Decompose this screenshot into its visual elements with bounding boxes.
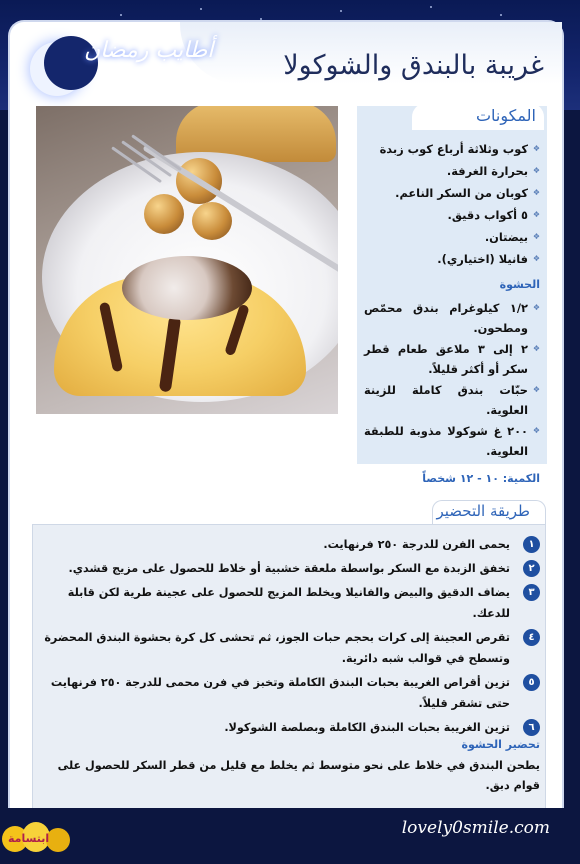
step-item bbox=[44, 717, 540, 738]
logo-bubble bbox=[46, 828, 70, 852]
filling-heading: الحشوة bbox=[499, 278, 540, 291]
step-item bbox=[44, 627, 540, 669]
ingredients-list bbox=[364, 138, 540, 248]
corner-logo bbox=[2, 820, 74, 860]
step-text: تزين أقراص الغريبة بحبات البندق الكاملة وتخبز في فرن محمى للدرجة ٢٥٠ فرنهايت حتى تشقر قليلاً. bbox=[50, 676, 510, 710]
list-item: ❖ بيضتان. bbox=[364, 226, 540, 248]
star-decoration bbox=[260, 18, 262, 20]
list-item-text: فانيلا (اختياري). bbox=[437, 252, 528, 266]
bullet-diamond-icon: ❖ bbox=[532, 254, 540, 263]
step-number-icon: ٦ bbox=[523, 719, 540, 736]
list-item: ❖ حبّات بندق كاملة للزينة العلوية. bbox=[364, 380, 540, 420]
step-text: تقرص العجينة إلى كرات بحجم حبات الجوز، ثم تحشى كل كرة بحشوة البندق المحضرة وتسطح في قوالب شبه دائرية. bbox=[44, 631, 510, 665]
list-item: ❖ ١/٢ كيلوغرام بندق محمّص ومطحون. bbox=[364, 298, 540, 338]
step-number-icon: ١ bbox=[523, 536, 540, 553]
step-item bbox=[44, 672, 540, 714]
method-heading: طريقة التحضير bbox=[436, 502, 530, 520]
list-item bbox=[364, 248, 540, 270]
filling-prep-heading: تحضير الحشوة bbox=[461, 738, 540, 751]
star-decoration bbox=[200, 8, 202, 10]
filling-prep-text: يطحن البندق في خلاط على نحو متوسط ثم يخلط مع قليل من قطر السكر للحصول على قوام دبق. bbox=[57, 759, 540, 792]
step-text: يضاف الدقيق والبيض والفانيلا ويخلط المزيج للحصول على عجينة طرية لكن قابلة للدعك. bbox=[67, 586, 510, 620]
hazelnut bbox=[192, 202, 232, 240]
star-decoration bbox=[430, 6, 432, 8]
step-item bbox=[44, 582, 540, 624]
chocolate-topping bbox=[122, 256, 252, 320]
star-decoration bbox=[120, 14, 122, 16]
step-item bbox=[44, 534, 540, 555]
step-text: تزين الغريبة بحبات البندق الكاملة وبصلصة الشوكولا. bbox=[224, 721, 510, 734]
step-text: تخفق الزبدة مع السكر بواسطة ملعقة خشبية أو خلاط للحصول على مزيج قشدي. bbox=[68, 562, 510, 575]
corner-logo-text: ابتسامة bbox=[8, 832, 50, 845]
list-item: ❖ ٢ إلى ٣ ملاعق طعام قطر سكر أو أكثر قليلاً. bbox=[364, 339, 540, 379]
step-text: يحمى الفرن للدرجة ٢٥٠ فرنهايت. bbox=[323, 538, 510, 551]
star-decoration bbox=[340, 10, 342, 12]
list-item: ❖ بحرارة الغرفة. bbox=[364, 160, 540, 182]
steps-list bbox=[44, 534, 540, 741]
recipe-title: غريبة بالبندق والشوكولا bbox=[283, 50, 544, 81]
step-number-icon: ٥ bbox=[523, 674, 540, 691]
site-url[interactable]: lovely0smile.com bbox=[401, 818, 550, 838]
list-item: ❖ كوبان من السكر الناعم. bbox=[364, 182, 540, 204]
dessert-photo bbox=[36, 106, 338, 414]
ingredients-heading: المكونات bbox=[475, 106, 536, 125]
step-number-icon: ٢ bbox=[523, 560, 540, 577]
site-logo: أطايب رمضان bbox=[84, 38, 214, 63]
step-number-icon: ٣ bbox=[523, 584, 540, 601]
step-item bbox=[44, 558, 540, 579]
servings-quantity: الكمية: ١٠ - ١٢ شخصاً bbox=[422, 472, 540, 485]
hazelnut bbox=[144, 194, 184, 234]
list-item: ❖ ٢٠٠ غ شوكولا مذوبة للطبقة العلوية. bbox=[364, 421, 540, 461]
list-item: ❖ ٥ أكواب دقيق. bbox=[364, 204, 540, 226]
list-item: ❖ كوب وثلاثة أرباع كوب زبدة bbox=[364, 138, 540, 160]
star-decoration bbox=[500, 14, 502, 16]
filling-list bbox=[364, 298, 540, 462]
step-number-icon: ٤ bbox=[523, 629, 540, 646]
